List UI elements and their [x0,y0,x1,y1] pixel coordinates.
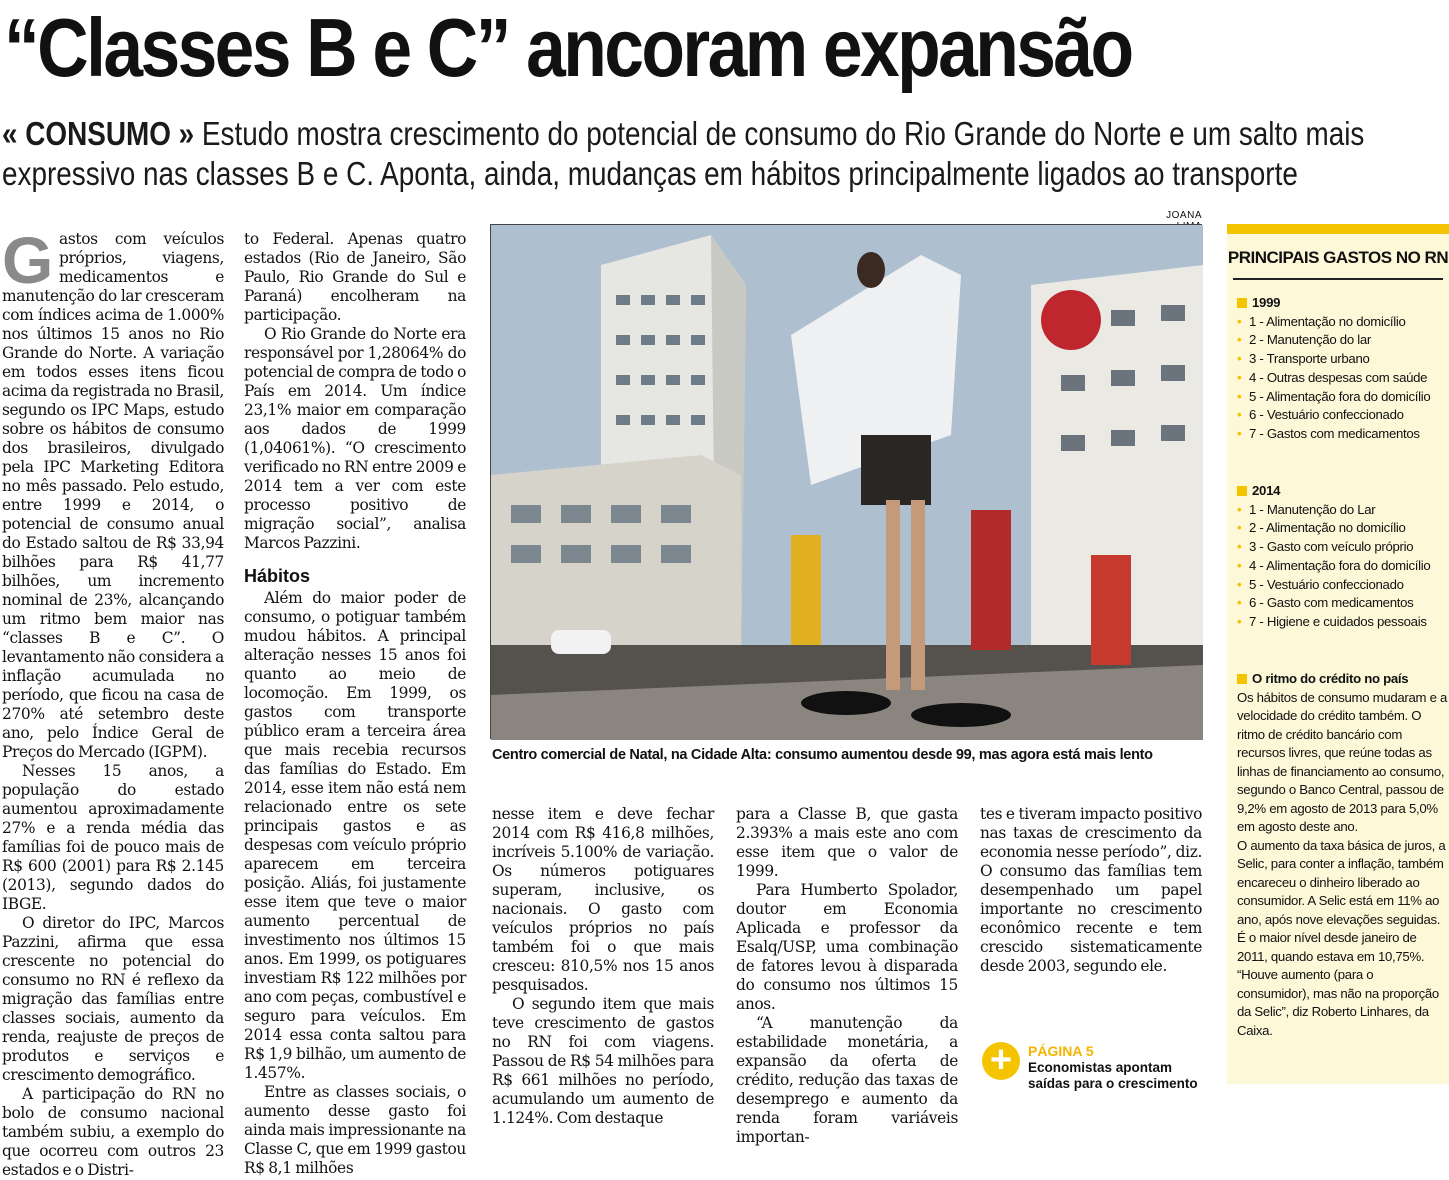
credit-heading: O ritmo do crédito no país [1237,670,1447,689]
credit-paragraph: Os hábitos de consumo mudaram e a velocidade do crédito também. O ritmo de crédito bancário com recursos livres, que reúne todas as linhas de financiamento ao consumo, segundo o Banco Central, passou de 9,2% em agosto de 2013 para 5,0% em agosto deste ano. [1237,689,1448,835]
list-item: • 1 - Manutenção do Lar [1237,501,1376,517]
subhead [2,114,1430,194]
article-paragraph: to Federal. Apenas quatro estados (Rio de Janeiro, São Paulo, Rio Grande do Sul e Paraná) encolheram na participação. [244,230,466,324]
dropcap: G [2,223,53,297]
kicker-label: CONSUMO [25,115,171,152]
kicker-close-quote: » [178,115,195,152]
article-paragraph: “A manutenção da estabilidade monetária, a expansão da oferta de crédito, redução das taxas de desemprego e aumento da renda foram variáveis importan- [736,1014,958,1146]
photo-credit: JOANA [1166,210,1202,221]
article-paragraph: O diretor do IPC, Marcos Pazzini, afirma que essa crescente no potencial do consumo no RN é reflexo da migração das famílias entre classes sociais, aumento da renda, reajuste de preços de produtos e serviços e crescimento demográfico. [2,914,224,1084]
credit-section [1237,670,1447,1040]
list-heading: 2014 [1237,482,1447,501]
article-paragraph: Gastos com veículos próprios, viagens, medicamentos e manutenção do lar cresceram com índices acima de 1.000% nos últimos 15 anos no Rio Grande do Norte. A variação em todos esses itens ficou acima da registrada no Brasil, segundo os IPC Maps, estudo sobre os hábitos de consumo dos brasileiros, divulgado pela IPC Marketing Editora no mês passado. Pelo estudo, entre 1999 e 2014, o potencial de consumo anual do Estado saltou de R$ 33,94 bilhões para R$ 41,77 bilhões, um incremento nominal de 23%, alcançando um ritmo bem maior nas “classes B e C”. O levantamento não considera a inflação acumulada no período, que ficou na casa de 270% até setembro deste ano, pelo Índice Geral de Preços do Mercado (IGPM). [2,223,224,761]
square-bullet-icon [1237,298,1247,308]
list-item: • 7 - Higiene e cuidados pessoais [1237,613,1427,629]
article-column-3 [492,805,714,1128]
list-1999 [1237,294,1447,444]
sidebar-title: PRINCIPAIS GASTOS NO RN [1227,248,1449,267]
sidebar-box [1227,224,1449,1084]
list-item: • 3 - Gasto com veículo próprio [1237,539,1414,555]
list-item: • 4 - Outras despesas com saúde [1237,369,1428,385]
list-item: • 3 - Transporte urbano [1237,351,1370,367]
list-item: • 2 - Manutenção do lar [1237,332,1371,348]
article-paragraph: Para Humberto Spolador, doutor em Economia Aplicada e professor da Esalq/USP, uma combinação de fatores levou à disparada do consumo nos últimos 15 anos. [736,881,958,1013]
square-bullet-icon [1237,486,1247,496]
news-photo [490,224,1202,739]
credit-paragraph: O aumento da taxa básica de juros, a Selic, para conter a inflação, também encareceu o dinheiro liberado ao consumidor. A Selic está em 11% ao ano, após nove elevações seguidas. É o maior nível desde janeiro de 2011, quando estava em 10,75%. “Houve aumento (para o consumidor), mas não na proporção da Selic”, diz Roberto Linhares, da Caixa. [1237,837,1446,1038]
list-heading: 1999 [1237,294,1447,313]
list-item: • 6 - Vestuário confeccionado [1237,407,1404,423]
article-column-2 [244,230,466,1178]
photo-caption: Centro comercial de Natal, na Cidade Alta: consumo aumentou desde 99, mas agora está mais lento [492,747,1153,763]
article-column-1 [2,223,224,1180]
list-item: • 1 - Alimentação no domicílio [1237,313,1406,329]
article-paragraph: O segundo item que mais teve crescimento de gastos no RN foi com viagens. Passou de R$ 54 milhões para R$ 661 milhões no período, acumulando um aumento de 1.124%. Com destaque [492,995,714,1127]
list-item: • 2 - Alimentação no domicílio [1237,520,1406,536]
kicker-open-quote: « [2,115,18,152]
article-paragraph: Nesses 15 anos, a população do estado aumentou aproximadamente 27% e a renda média das famílias foi de pouco mais de R$ 600 (2001) para R$ 2.145 (2013), segundo dados do IBGE. [2,762,224,913]
article-paragraph: nesse item e deve fechar 2014 com R$ 416,8 milhões, incríveis 5.100% de variação. Os números potiguares superam, inclusive, os nacionais. O gasto com veículos próprios no país também foi o que mais cresceu: 810,5% nos 15 anos pesquisados. [492,805,714,994]
see-also-page: PÁGINA 5 [1028,1043,1094,1059]
article-paragraph: para a Classe B, que gasta 2.393% a mais este ano com esse item que o valor de 1999. [736,805,958,880]
article-paragraph: Além do maior poder de consumo, o potiguar também mudou hábitos. A principal alteração nesses 15 anos foi quanto ao meio de locomoção. Em 1999, os gastos com transporte público eram a terceira área que mais recebia recursos das famílias do Estado. Em 2014, esse item não está nem relacionado entre os sete principais gastos e as despesas com veículo próprio aparecem em terceira posição. Aliás, foi justamente esse item que teve o maior aumento percentual de investimento nos últimos 15 anos. Em 1999, os potiguares investiam R$ 122 milhões por ano com peças, combustível e seguro para veículos. Em 2014 essa conta saltou para R$ 1,9 bilhão, um aumento de 1.457%. [244,589,466,1082]
list-2014 [1237,482,1447,632]
headline: “Classes B e C” ancoram expansão [4,1,1132,94]
article-paragraph: O Rio Grande do Norte era responsável por 1,28064% do potencial de compra de todo o País em 2014. Um índice 23,1% maior em comparação aos dados de 1999 (1,04061%). “O crescimento verificado no RN entre 2009 e 2014 tem a ver com este processo positivo de migração social”, analisa Marcos Pazzini. [244,325,466,552]
article-paragraph: A participação do RN no bolo de consumo nacional também subiu, a exemplo do que ocorreu com outros 23 estados e o Distri- [2,1085,224,1179]
list-item: • 5 - Alimentação fora do domicílio [1237,388,1431,404]
article-paragraph: tes e tiveram impacto positivo nas taxas de crescimento da economia nesse período”, diz. O consumo das famílias tem desempenhado um papel importante no crescimento econômico recente e tem crescido sistematicamente desde 2003, segundo ele. [980,805,1202,975]
section-heading-habitos: Hábitos [244,566,311,586]
list-item: • 4 - Alimentação fora do domicílio [1237,557,1431,573]
plus-icon: + [982,1042,1020,1080]
subhead-text: Estudo mostra crescimento do potencial de consumo do Rio Grande do Norte e um salto mais expressivo nas classes B e C. Aponta, ainda, mudanças em hábitos principalmente ligados ao transporte [2,115,1365,192]
article-column-5 [980,805,1202,976]
sidebar-divider [1233,278,1443,280]
list-item: • 6 - Gasto com medicamentos [1237,595,1414,611]
article-paragraph: Entre as classes sociais, o aumento desse gasto foi ainda mais impressionante na Classe C, que em 1999 gastou R$ 8,1 milhões [244,1083,466,1177]
list-item: • 7 - Gastos com medicamentos [1237,425,1420,441]
see-also-title: Economistas apontam saídas para o crescimento [1028,1060,1198,1091]
see-also-box[interactable] [982,1039,1202,1096]
street-scene-illustration [491,225,1203,740]
article-column-4 [736,805,958,1147]
list-item: • 5 - Vestuário confeccionado [1237,576,1404,592]
square-bullet-icon [1237,674,1247,684]
